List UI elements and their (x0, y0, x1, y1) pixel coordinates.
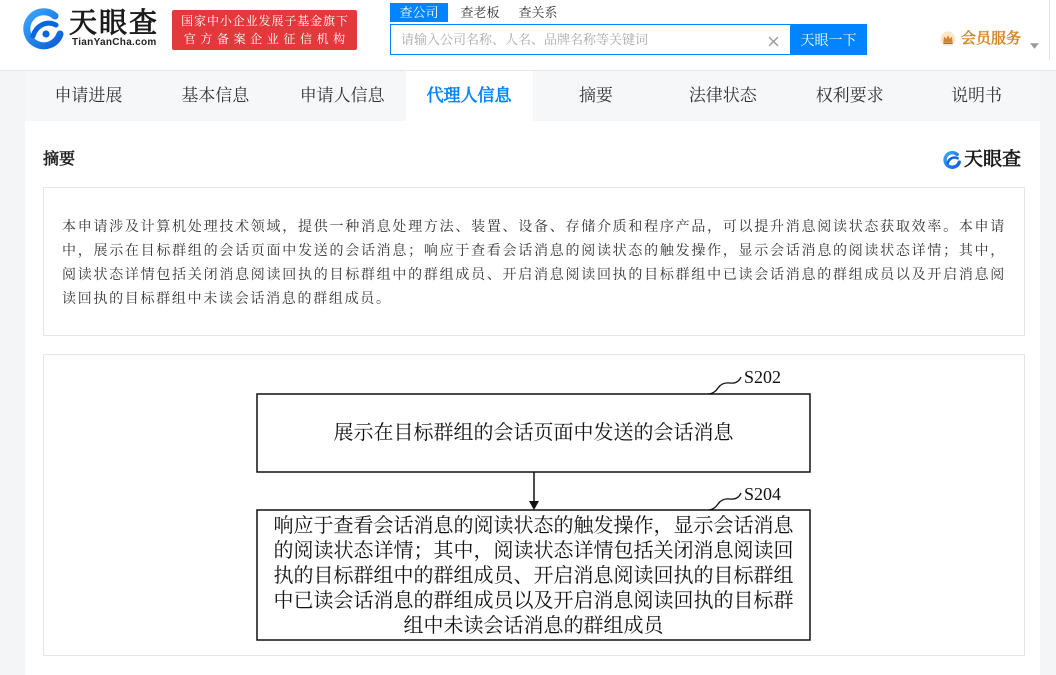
step-text-line: 的阅读状态详情；其中，阅读状态详情包括关闭消息阅读回 (273, 540, 794, 562)
search-tab-relation[interactable]: 查关系 (518, 5, 558, 20)
tab-application-progress[interactable]: 申请进展 (54, 86, 123, 105)
brand-watermark (943, 150, 1025, 170)
tab-legal-status[interactable]: 法律状态 (688, 86, 757, 105)
patent-detail-card (25, 71, 1040, 675)
step-text-line: 执的目标群组中的群组成员、开启消息阅读回执的目标群组 (273, 565, 794, 587)
official-badge[interactable] (172, 10, 357, 50)
flow-step-s202 (257, 367, 810, 472)
tab-claims[interactable]: 权利要求 (815, 86, 884, 105)
close-icon[interactable] (768, 34, 779, 45)
step-label: S204 (744, 484, 782, 504)
tianyancha-logo-icon (943, 151, 961, 169)
step-text-line: 组中未读会话消息的群组成员 (403, 615, 664, 637)
abstract-text: 本申请涉及计算机处理技术领域，提供一种消息处理方法、装置、设备、存储介质和程序产品，可以提升消息阅读状态获取效率。本申请中，展示在目标群组的会话页面中发送的会话消息；响应于查看会话消息的阅读状态的触发操作，显示会话消息的阅读状态详情；其中，阅读状态详情包括关闭消息阅读回执的目标群组中的群组成员、开启消息阅读回执的目标群组中已读会话消息的群组成员以及开启消息阅读回执的目标群组中未读会话消息的群组成员。 (62, 218, 1006, 306)
tab-agent-info[interactable]: 代理人信息 (406, 71, 533, 121)
detail-tabs (25, 71, 1040, 121)
tab-basic-info[interactable]: 基本信息 (181, 86, 250, 105)
member-service-menu[interactable] (938, 28, 1044, 50)
arrow-head (529, 501, 539, 510)
site-logo[interactable] (22, 6, 164, 52)
top-header (0, 0, 1056, 71)
member-service-label: 会员服务 (961, 30, 1022, 47)
abstract-figure (43, 354, 1025, 656)
search-box (390, 24, 791, 55)
step-text-line: 中已读会话消息的群组成员以及开启消息阅读回执的目标群 (273, 590, 794, 612)
label-leader-line (708, 377, 741, 394)
logo-domain: TianYanCha.com (72, 37, 157, 48)
logo-name: 天眼查 (69, 7, 160, 38)
crown-icon (940, 31, 956, 47)
search-button[interactable]: 天眼一下 (790, 24, 867, 55)
search-tab-company[interactable]: 查公司 (390, 3, 448, 22)
abstract-box (43, 187, 1025, 336)
flowchart (44, 355, 1024, 655)
section-title: 摘要 (43, 151, 76, 168)
flow-arrow (529, 472, 539, 510)
tab-abstract[interactable]: 摘要 (578, 86, 613, 105)
caret-down-icon (1030, 36, 1039, 42)
search-input[interactable] (391, 25, 761, 54)
label-leader-line (708, 493, 741, 510)
step-text-line: 响应于查看会话消息的阅读状态的触发操作，显示会话消息 (273, 515, 794, 537)
tianyancha-logo-icon (22, 8, 64, 50)
tab-description[interactable]: 说明书 (951, 86, 1003, 105)
search-tab-boss[interactable]: 查老板 (460, 5, 500, 20)
tab-applicant-info[interactable]: 申请人信息 (299, 86, 385, 105)
badge-line-1: 国家中小企业发展子基金旗下 (181, 14, 349, 28)
step-label: S202 (744, 367, 782, 387)
header-edge-divider (1049, 0, 1050, 60)
badge-line-2: 官方备案企业征信机构 (183, 32, 350, 46)
step-text-line: 展示在目标群组的会话页面中发送的会话消息 (333, 422, 734, 444)
brand-mark-text: 天眼查 (964, 149, 1022, 170)
